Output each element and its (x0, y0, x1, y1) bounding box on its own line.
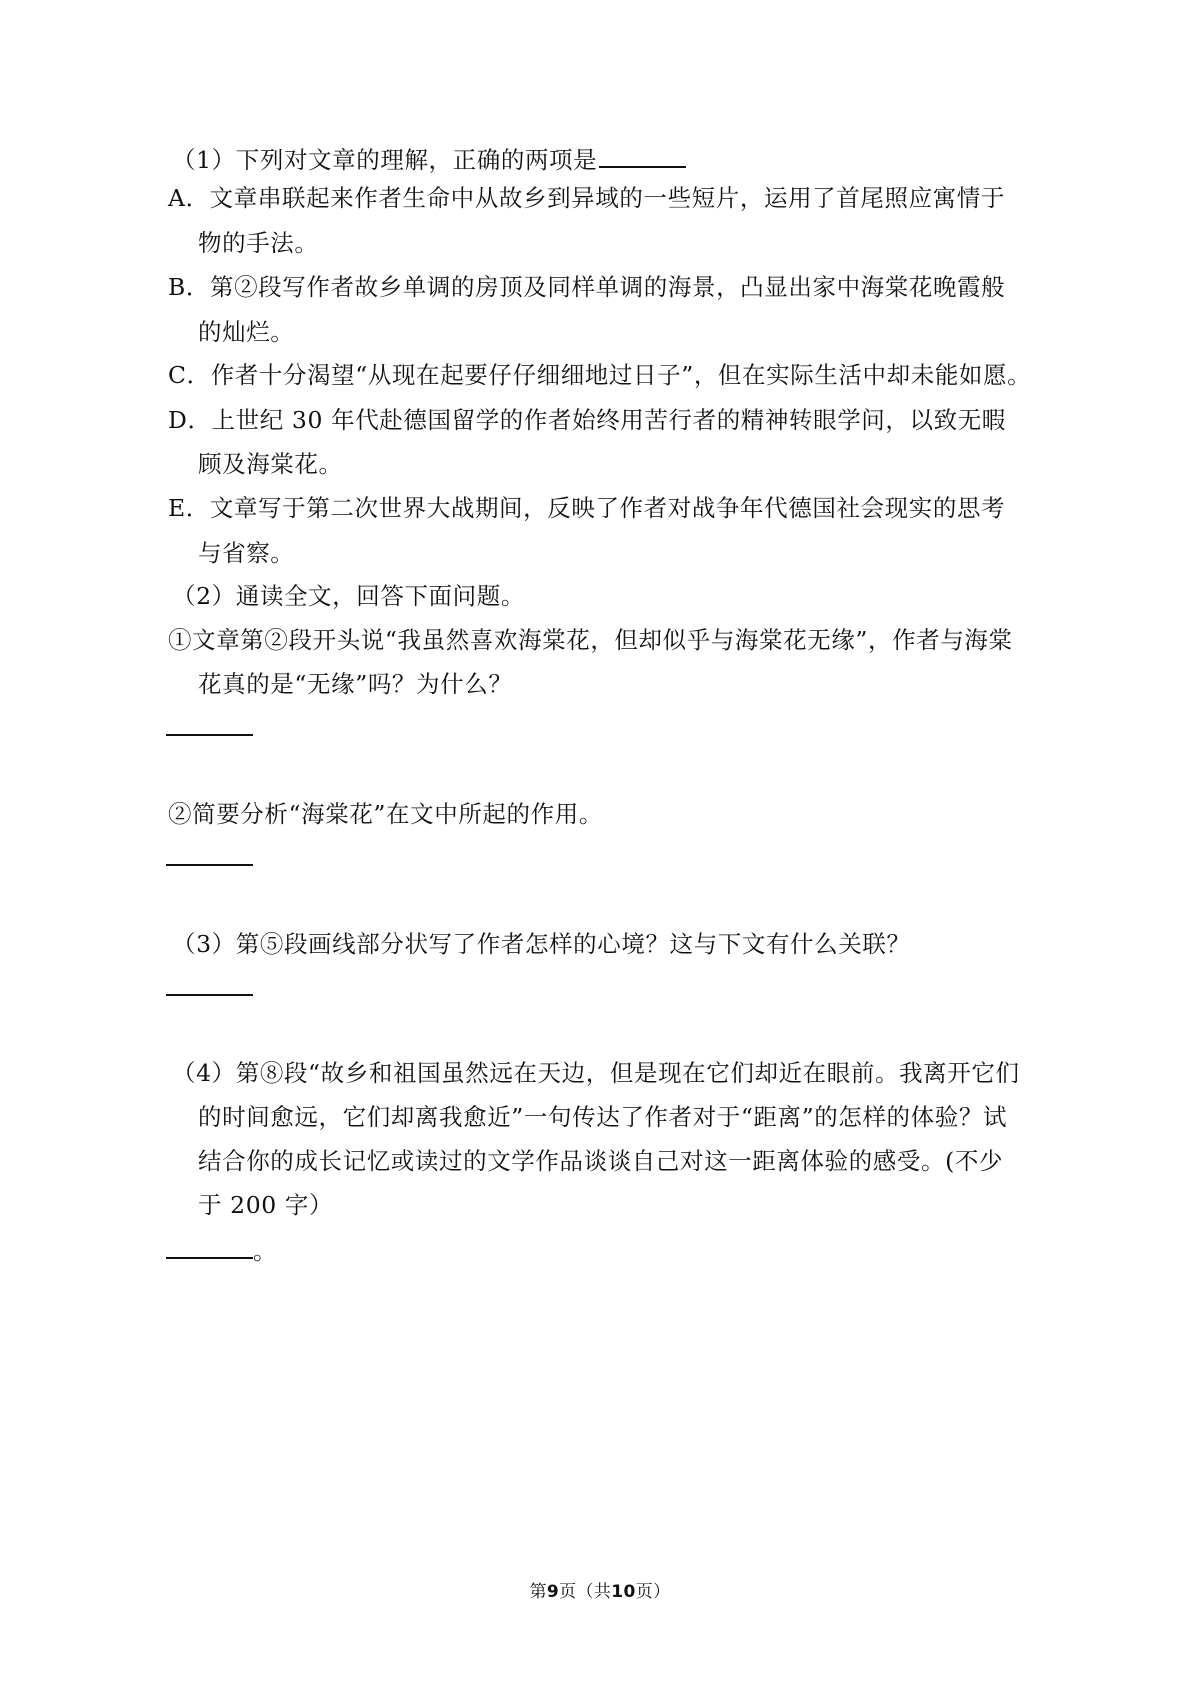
option-a-line1 (168, 182, 1005, 214)
q4-end-mark: 。 (253, 1237, 278, 1265)
option-d-text: 上世纪 30 年代赴德国留学的作者始终用苦行者的精神转眼学问，以致无暇 (211, 406, 1006, 434)
footer-page-number: 9 (546, 1582, 560, 1602)
option-b-line1 (168, 271, 1005, 303)
q3-stem: （3）第⑤段画线部分状写了作者怎样的心境？这与下文有什么关联？ (172, 930, 911, 958)
option-e-label: E． (168, 494, 210, 522)
q4-line1: （4）第⑧段“故乡和祖国虽然远在天边，但是现在它们却近在眼前。我离开它们 (172, 1059, 1020, 1087)
q2-sub2-answer-blank (166, 864, 253, 866)
q4-line3: 结合你的成长记忆或读过的文学作品谈谈自己对这一距离体验的感受。(不少 (198, 1147, 1004, 1175)
page-footer (0, 1580, 1200, 1604)
q3-answer-blank (166, 994, 253, 996)
option-a-line2: 物的手法。 (198, 229, 319, 257)
option-d-line2: 顾及海棠花。 (198, 450, 343, 478)
option-a-label: A． (168, 184, 210, 212)
q4-answer-blank (166, 1233, 253, 1259)
q4-line4: 于 200 字） (198, 1191, 334, 1219)
option-b-label: B． (168, 273, 210, 301)
footer-post: 页） (635, 1582, 671, 1602)
option-c-label: C． (168, 361, 211, 389)
option-c-text: 作者十分渴望“从现在起要仔仔细细地过日子”，但在实际生活中却未能如愿。 (210, 361, 1032, 389)
option-b-line2: 的灿烂。 (198, 318, 295, 346)
q2-stem: （2）通读全文，回答下面问题。 (172, 582, 525, 610)
footer-mid: 页（共 (559, 1582, 612, 1602)
q2-sub2: ②简要分析“海棠花”在文中所起的作用。 (168, 800, 603, 828)
q1-answer-blank (599, 142, 686, 168)
option-c-line1 (168, 359, 1031, 391)
footer-pre: 第 (529, 1582, 547, 1602)
q4-line2: 的时间愈远，它们却离我愈近”一句传达了作者对于“距离”的怎样的体验？试 (198, 1103, 1008, 1131)
option-b-text: 第②段写作者故乡单调的房顶及同样单调的海景，凸显出家中海棠花晚霞般 (209, 273, 1006, 301)
option-e-line1 (168, 492, 1005, 524)
q1-stem-text: （1）下列对文章的理解，正确的两项是 (172, 146, 598, 174)
q2-sub1-answer-blank (166, 734, 253, 736)
footer-total-pages: 10 (611, 1582, 636, 1602)
q2-sub1-line2: 花真的是“无缘”吗？为什么？ (198, 670, 513, 698)
q4-answer-line (166, 1233, 277, 1267)
option-e-line2: 与省察。 (198, 539, 295, 567)
option-d-line1 (168, 404, 1006, 436)
q2-sub1-line1: ①文章第②段开头说“我虽然喜欢海棠花，但却似乎与海棠花无缘”，作者与海棠 (168, 626, 1013, 654)
option-a-text: 文章串联起来作者生命中从故乡到异域的一些短片，运用了首尾照应寓情于 (209, 184, 1005, 212)
q1-stem (172, 142, 686, 176)
option-e-text: 文章写于第二次世界大战期间，反映了作者对战争年代德国社会现实的思考 (209, 494, 1006, 522)
option-d-label: D． (168, 406, 212, 434)
